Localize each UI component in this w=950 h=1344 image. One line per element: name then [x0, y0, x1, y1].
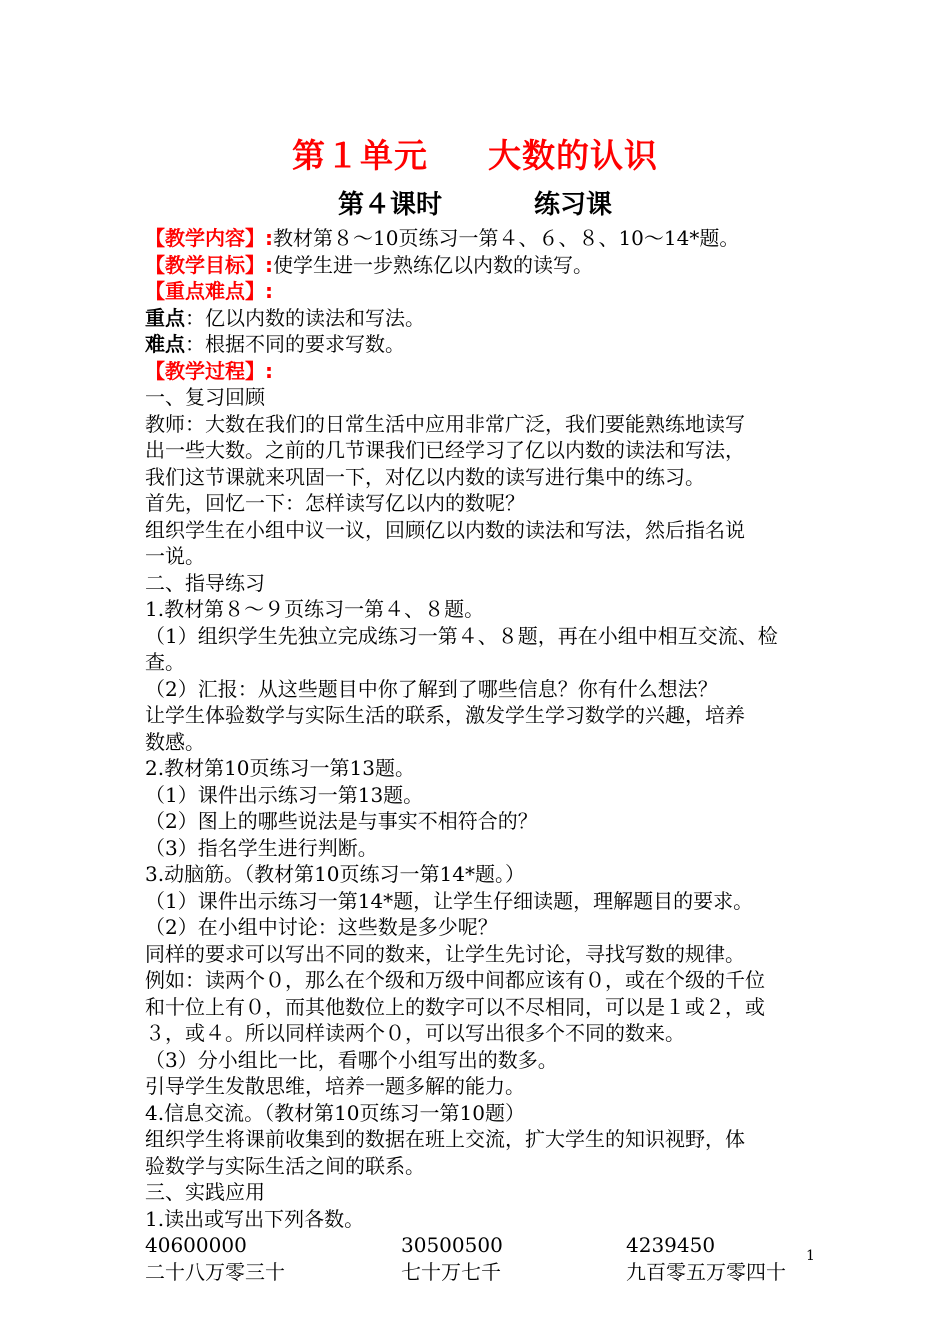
- process-heading: [145, 358, 815, 385]
- paragraph-line: （1）组织学生先独立完成练习一第４、８题，再在小组中相互交流、检: [145, 623, 778, 648]
- difficult-point: [145, 331, 815, 358]
- paragraph-line: （2）图上的哪些说法是与事实不相符合的？: [145, 809, 538, 833]
- process-tag: 【教学过程】:: [145, 358, 273, 383]
- unit-number: 第１单元: [292, 136, 428, 175]
- key-text: ：亿以内数的读法和写法。: [185, 305, 425, 330]
- exercise-words: 二十八万零三十: [145, 1259, 285, 1284]
- diff-text: ：根据不同的要求写数。: [185, 332, 405, 356]
- key-points-heading: [145, 278, 815, 305]
- paragraph-line: 教师：大数在我们的日常生活中应用非常广泛，我们要能熟练地读写: [145, 411, 745, 436]
- item-heading: 3.动脑筋。（教材第10页练习一第14*题。）: [145, 862, 525, 886]
- unit-name: 大数的认识: [488, 136, 658, 175]
- diff-label: 难点: [145, 332, 185, 356]
- paragraph-line: 引导学生发散思维，培养一题多解的能力。: [145, 1074, 525, 1098]
- paragraph-line: 和十位上有０，而其他数位上的数字可以不尽相同，可以是１或２，或: [145, 994, 765, 1019]
- paragraph-line: 验数学与实际生活之间的联系。: [145, 1153, 425, 1178]
- lesson-number: 第４课时: [337, 190, 442, 220]
- exercise-row: [145, 1232, 815, 1259]
- teaching-content: [145, 225, 815, 252]
- paragraph-line: 例如：读两个０，那么在个级和万级中间都应该有０，或在个级的千位: [145, 968, 765, 992]
- key-point: [145, 305, 815, 332]
- lesson-name: 练习课: [534, 190, 613, 220]
- paragraph-line: 数感。: [145, 729, 205, 754]
- item-heading: 4.信息交流。（教材第10页练习一第10题）: [145, 1100, 525, 1125]
- goal-tag: 【教学目标】:: [145, 252, 273, 277]
- page-number: 1: [806, 1248, 815, 1264]
- paragraph-line: 查。: [145, 650, 185, 674]
- key-label: 重点: [145, 305, 185, 330]
- lesson-title: [0, 184, 950, 221]
- content-tag: 【教学内容】:: [145, 226, 273, 250]
- exercise-number: 40600000: [145, 1233, 247, 1257]
- section-heading: 三、实践应用: [145, 1180, 265, 1204]
- teaching-goal: [145, 252, 815, 279]
- paragraph-line: （1）课件出示练习一第14*题，让学生仔细读题，理解题目的要求。: [145, 888, 754, 913]
- paragraph-line: （2）汇报：从这些题目中你了解到了哪些信息？你有什么想法？: [145, 676, 718, 701]
- unit-title: [0, 130, 950, 177]
- paragraph-line: 组织学生在小组中议一议，回顾亿以内数的读法和写法，然后指名说: [145, 517, 745, 542]
- paragraph-line: 一说。: [145, 544, 205, 568]
- key-tag: 【重点难点】:: [145, 279, 273, 303]
- exercise-words: 七十万七千: [401, 1259, 501, 1284]
- document-body: [145, 225, 815, 1285]
- paragraph-line: （3）指名学生进行判断。: [145, 835, 378, 860]
- item-heading: 2.教材第10页练习一第13题。: [145, 756, 415, 780]
- paragraph-line: 首先，回忆一下：怎样读写亿以内的数呢？: [145, 491, 525, 515]
- paragraph-line: 组织学生将课前收集到的数据在班上交流，扩大学生的知识视野，体: [145, 1127, 745, 1151]
- item-heading: 1.教材第８～９页练习一第４、８题。: [145, 597, 485, 621]
- exercise-number: 4239450: [626, 1233, 716, 1257]
- exercise-row: [145, 1259, 815, 1286]
- exercise-words: 九百零五万零四十: [626, 1259, 786, 1284]
- paragraph-line: 同样的要求可以写出不同的数来，让学生先讨论，寻找写数的规律。: [145, 941, 745, 966]
- paragraph-line: （1）课件出示练习一第13题。: [145, 782, 424, 807]
- paragraph-line: 让学生体验数学与实际生活的联系，激发学生学习数学的兴趣，培养: [145, 703, 745, 727]
- paragraph-line: 我们这节课就来巩固一下，对亿以内数的读写进行集中的练习。: [145, 464, 705, 489]
- exercise-number: 30500500: [401, 1233, 503, 1257]
- content-text: 教材第８～10页练习一第４、６、８、10～14*题。: [273, 226, 740, 250]
- paragraph-line: 出一些大数。之前的几节课我们已经学习了亿以内数的读法和写法，: [145, 438, 745, 462]
- goal-text: 使学生进一步熟练亿以内数的读写。: [273, 252, 593, 277]
- exercise-heading: 1.读出或写出下列各数。: [145, 1206, 365, 1231]
- section-heading: 二、指导练习: [145, 570, 265, 595]
- section-heading: 一、复习回顾: [145, 385, 265, 409]
- paragraph-line: ３，或４。所以同样读两个０，可以写出很多个不同的数来。: [145, 1021, 685, 1045]
- paragraph-line: （2）在小组中讨论：这些数是多少呢？: [145, 915, 498, 939]
- paragraph-line: （3）分小组比一比，看哪个小组写出的数多。: [145, 1047, 558, 1072]
